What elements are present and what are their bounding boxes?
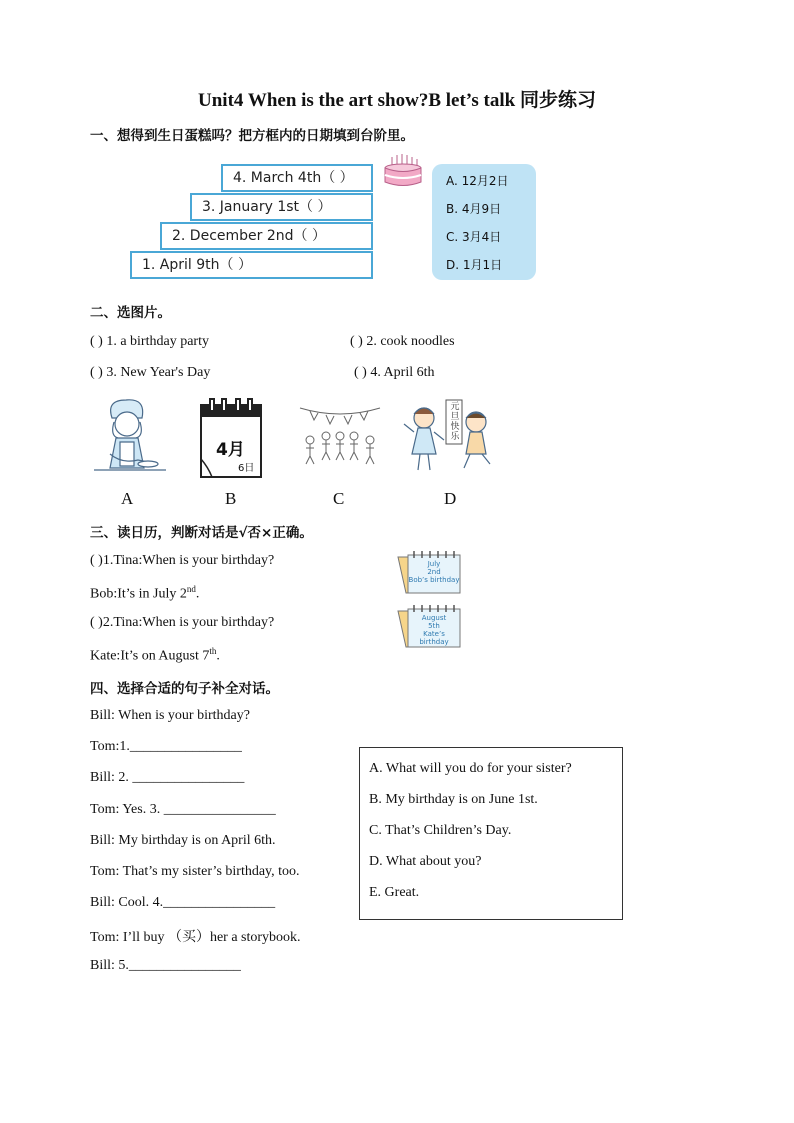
picture-item-3: ( ) 3. New Year's Day	[90, 365, 211, 380]
sentence-option-a: A. What will you do for your sister?	[369, 761, 572, 776]
judge-question-2: ( )2.Tina:When is your birthday?	[90, 615, 275, 630]
dialogue-line-7: Bill: Cool. 4.________________	[90, 895, 276, 910]
date-option-c: C. 3月4日	[446, 230, 502, 244]
new-year-picture	[400, 396, 496, 476]
banner-char: 快	[450, 422, 460, 432]
step-4: 4. March 4th（ ）	[221, 164, 373, 192]
birthday-party-picture	[296, 402, 384, 466]
answer-1-text: Bob:It’s in July 2	[90, 586, 187, 602]
answer-2-text: Kate:It’s on August 7	[90, 648, 210, 664]
dialogue-line-4: Tom: Yes. 3. ________________	[90, 802, 276, 817]
sentence-option-b: B. My birthday is on June 1st.	[369, 792, 538, 807]
cook-picture	[92, 396, 168, 480]
picture-item-1: ( ) 1. a birthday party	[90, 334, 209, 349]
kids-icon	[400, 396, 496, 476]
picture-item-4: ( ) 4. April 6th	[354, 365, 435, 380]
calendar-kate-month: August	[421, 614, 447, 622]
step-2: 2. December 2nd（ ）	[160, 222, 373, 250]
judge-answer-1	[90, 584, 199, 603]
answer-1-end: .	[195, 586, 200, 602]
step-3: 3. January 1st（ ）	[190, 193, 373, 221]
answer-1-sup: nd	[186, 584, 196, 594]
calendar-picture	[198, 397, 264, 479]
picture-item-2: ( ) 2. cook noodles	[350, 334, 455, 349]
picture-letter-c: C	[333, 489, 345, 508]
sentence-option-e: E. Great.	[369, 885, 420, 900]
banner-char: 元	[450, 402, 460, 412]
dialogue-line-5: Bill: My birthday is on April 6th.	[90, 833, 276, 848]
calendar-bob-label: Bob’s birthday	[408, 576, 460, 584]
dialogue-line-9: Bill: 5.________________	[90, 958, 241, 973]
calendar-bob-day: 2nd	[427, 568, 441, 576]
picture-letter-a: A	[121, 489, 134, 508]
calendar-month-text: 4月	[216, 440, 245, 460]
date-option-d: D. 1月1日	[446, 258, 503, 272]
picture-letter-d: D	[444, 489, 457, 508]
section4-heading: 四、选择合适的句子补全对话。	[90, 681, 279, 697]
page-title: Unit4 When is the art show?B let’s talk 同步练习	[198, 90, 596, 111]
banner-text	[449, 402, 461, 442]
section2-heading: 二、选图片。	[90, 305, 171, 321]
birthday-cake-icon	[380, 153, 428, 191]
judge-answer-2	[90, 646, 220, 665]
calendar-kate-text	[408, 614, 460, 646]
sentence-option-c: C. That’s Children’s Day.	[369, 823, 512, 838]
calendar-kate-day: 5th	[428, 622, 440, 630]
calendar-day-text: 6日	[238, 463, 255, 474]
dialogue-line-8: Tom: I’ll buy （买）her a storybook.	[90, 930, 301, 945]
dialogue-line-2: Tom:1.________________	[90, 739, 242, 754]
dialogue-line-6: Tom: That’s my sister’s birthday, too.	[90, 864, 300, 879]
calendar-kate-label: Kate’s birthday	[419, 630, 449, 646]
dialogue-line-3: Bill: 2. ________________	[90, 770, 245, 785]
answer-2-sup: th	[209, 646, 217, 656]
banner-char: 乐	[450, 432, 460, 442]
answer-2-end: .	[216, 648, 220, 664]
dialogue-line-1: Bill: When is your birthday?	[90, 708, 250, 723]
date-option-b: B. 4月9日	[446, 202, 502, 216]
date-option-a: A. 12月2日	[446, 174, 509, 188]
judge-question-1: ( )1.Tina:When is your birthday?	[90, 553, 275, 568]
section1-heading: 一、想得到生日蛋糕吗？把方框内的日期填到台阶里。	[90, 128, 414, 144]
calendar-bob-text	[408, 560, 460, 584]
sentence-option-d: D. What about you?	[369, 854, 482, 869]
banner-char: 旦	[450, 412, 460, 422]
step-1: 1. April 9th（ ）	[130, 251, 373, 279]
section3-heading: 三、读日历，判断对话是√否×正确。	[90, 525, 313, 541]
calendar-kate	[396, 603, 458, 647]
picture-letter-b: B	[225, 489, 237, 508]
calendar-bob-month: July	[427, 560, 441, 568]
calendar-bob	[396, 549, 458, 593]
